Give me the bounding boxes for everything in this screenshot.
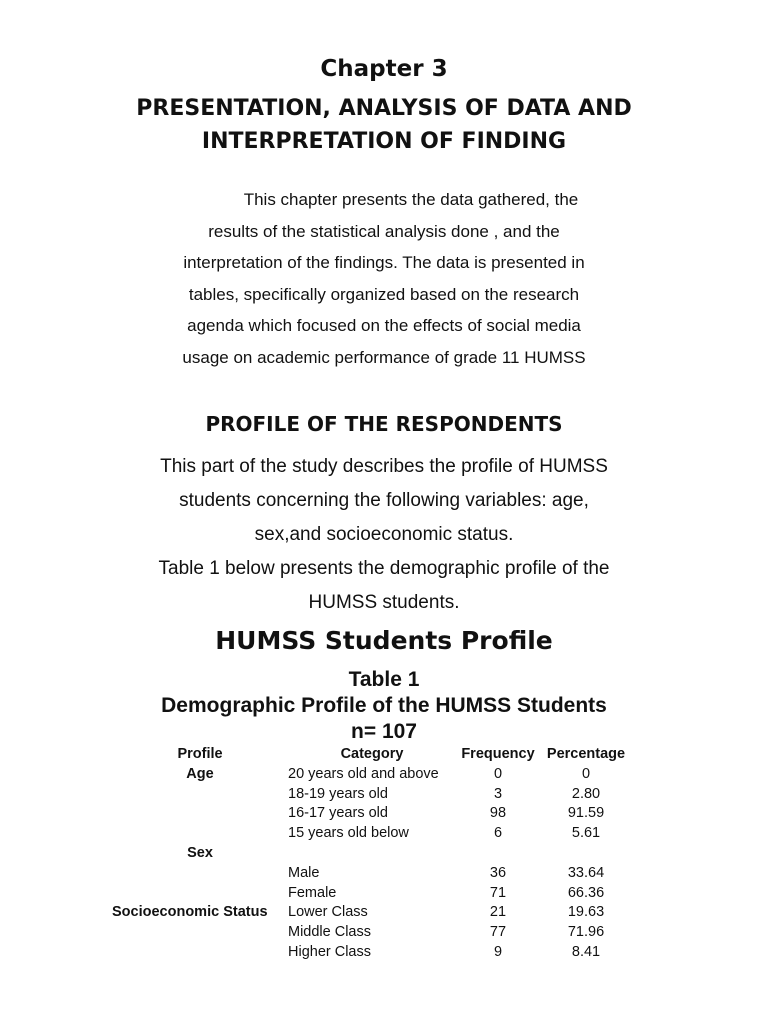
cell-category: Female	[288, 884, 337, 901]
cell-category: 16-17 years old	[288, 805, 388, 822]
respondents-line: Table 1 below presents the demographic profile of the	[158, 558, 610, 579]
cell-percentage: 19.63	[567, 904, 605, 921]
cell-frequency: 9	[493, 943, 503, 960]
chapter-title-line-1: PRESENTATION, ANALYSIS OF DATA AND	[136, 96, 632, 121]
cell-profile	[112, 864, 288, 884]
cell-frequency: 21	[489, 904, 507, 921]
cell-category: 18-19 years old	[288, 785, 388, 802]
cell-profile: Sex	[187, 844, 213, 861]
cell-percentage: 71.96	[567, 924, 605, 941]
cell-profile	[112, 804, 288, 824]
chapter-title	[0, 92, 768, 158]
cell-percentage: 33.64	[567, 864, 605, 881]
respondents-line: HUMSS students.	[308, 592, 460, 613]
respondents-line: This part of the study describes the profile of HUMSS	[160, 456, 608, 477]
cell-percentage: 66.36	[567, 884, 605, 901]
cell-percentage	[540, 844, 632, 864]
table-row	[112, 943, 632, 963]
cell-category: Male	[288, 864, 320, 881]
cell-category: Lower Class	[288, 904, 368, 921]
respondents-paragraph	[110, 450, 658, 620]
cell-percentage: 2.80	[571, 785, 601, 802]
cell-profile: Age	[186, 765, 214, 782]
cell-percentage: 0	[581, 765, 591, 782]
intro-line: results of the statistical analysis done , and the	[208, 221, 560, 241]
intro-line: tables, specifically organized based on the research	[188, 284, 580, 304]
chapter-title-line-2: INTERPRETATION OF FINDING	[201, 129, 567, 154]
table-row	[112, 844, 632, 864]
table-row	[112, 903, 632, 923]
table-row	[112, 824, 632, 844]
table-sample-size: n= 107	[351, 720, 417, 743]
intro-line: agenda which focused on the effects of social media	[187, 316, 581, 335]
intro-line: usage on academic performance of grade 11 HUMSS	[182, 347, 586, 367]
cell-percentage: 5.61	[571, 825, 601, 842]
header-percentage: Percentage	[546, 746, 626, 762]
cell-profile	[112, 923, 288, 943]
cell-frequency: 36	[489, 864, 507, 881]
cell-frequency: 0	[493, 765, 503, 782]
table-number: Table 1	[348, 668, 420, 691]
profile-title: HUMSS Students Profile	[215, 626, 553, 655]
respondents-line: sex,and socioeconomic status.	[254, 524, 514, 545]
header-profile: Profile	[177, 746, 223, 762]
cell-frequency: 98	[489, 805, 507, 822]
cell-category: 15 years old below	[288, 825, 409, 842]
table-row	[112, 884, 632, 904]
table-row	[112, 785, 632, 805]
table-header-row	[112, 745, 632, 765]
intro-paragraph	[130, 184, 638, 373]
cell-category: Higher Class	[288, 943, 371, 960]
chapter-label: Chapter 3	[320, 56, 448, 82]
cell-profile: Socioeconomic Status	[112, 904, 268, 921]
cell-category: 20 years old and above	[288, 765, 439, 782]
cell-frequency: 71	[489, 884, 507, 901]
table-row	[112, 864, 632, 884]
table-row	[112, 804, 632, 824]
header-category: Category	[340, 746, 404, 762]
cell-category: Middle Class	[288, 924, 371, 941]
cell-percentage: 91.59	[567, 805, 605, 822]
demographic-table	[112, 745, 632, 963]
table-title: Demographic Profile of the HUMSS Students	[161, 694, 607, 717]
cell-profile	[112, 884, 288, 904]
cell-frequency: 3	[493, 785, 503, 802]
cell-frequency	[456, 844, 540, 864]
table-row	[112, 765, 632, 785]
cell-category	[288, 844, 456, 864]
cell-profile	[112, 943, 288, 963]
cell-percentage: 8.41	[571, 943, 601, 960]
cell-frequency: 6	[493, 825, 503, 842]
intro-line: interpretation of the findings. The data is presented in	[183, 253, 585, 272]
header-frequency: Frequency	[461, 746, 535, 762]
section-title-respondents: PROFILE OF THE RESPONDENTS	[205, 412, 563, 436]
intro-line: This chapter presents the data gathered, the	[243, 190, 579, 209]
respondents-line: students concerning the following variables: age,	[179, 490, 589, 511]
cell-frequency: 77	[489, 924, 507, 941]
cell-profile	[112, 785, 288, 805]
cell-profile	[112, 824, 288, 844]
table-row	[112, 923, 632, 943]
